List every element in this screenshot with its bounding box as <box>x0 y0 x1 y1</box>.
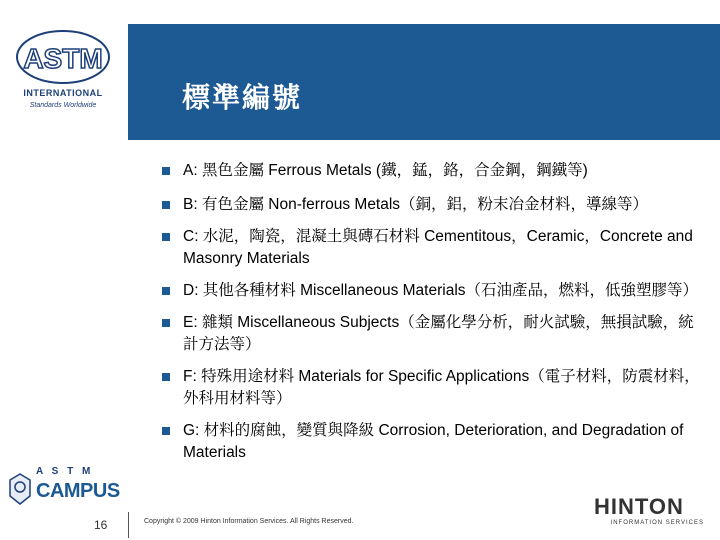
list-item-text: C: 水泥，陶瓷，混凝土與磚石材料 Cementitous，Ceramic，Concrete and Masonry Materials <box>183 228 693 267</box>
list-item <box>162 194 702 216</box>
list-item <box>162 280 702 302</box>
bullet-icon <box>162 319 170 327</box>
logo-intl-text: INTERNATIONAL <box>23 88 103 98</box>
list-item-text: E: 雜類 Miscellaneous Subjects（金屬化學分析，耐火試驗，無損試驗，統計方法等） <box>183 314 694 353</box>
list-item <box>162 160 702 182</box>
hinton-wordmark: HINTON <box>594 494 684 519</box>
bullet-icon <box>162 201 170 209</box>
campus-word: CAMPUS <box>36 480 120 502</box>
copyright-text: Copyright © 2009 Hinton Information Services. All Rights Reserved. <box>144 518 354 525</box>
page-title: 標準編號 <box>182 81 303 114</box>
page-number: 16 <box>94 518 108 532</box>
bullet-icon <box>162 427 170 435</box>
standards-list <box>162 160 702 464</box>
list-item-text: B: 有色金屬 Non-ferrous Metals（銅，鋁，粉末冶金材料，導線等） <box>183 196 649 213</box>
campus-letters: A S T M <box>36 466 94 477</box>
list-item-text: F: 特殊用途材料 Materials for Specific Applications（電子材料，防震材料，外科用材料等） <box>183 368 700 407</box>
hinton-logo <box>594 494 704 528</box>
footer-divider <box>128 512 129 538</box>
list-item <box>162 226 702 270</box>
header-top-strip <box>0 0 720 24</box>
logo-tagline: Standards Worldwide <box>29 102 97 109</box>
campus-emblem-icon <box>8 472 32 506</box>
bullet-icon <box>162 233 170 241</box>
logo-mark: ASTM <box>23 43 103 74</box>
hinton-subtitle: INFORMATION SERVICES <box>610 520 704 526</box>
bullet-icon <box>162 287 170 295</box>
list-item <box>162 366 702 410</box>
list-item <box>162 312 702 356</box>
list-item-text: A: 黑色金屬 Ferrous Metals (鐵，錳，鉻，合金鋼，鋼鐵等) <box>183 162 588 179</box>
list-item-text: D: 其他各種材料 Miscellaneous Materials（石油產品，燃料，低強塑膠等） <box>183 282 699 299</box>
list-item <box>162 420 702 464</box>
astm-campus-logo <box>8 466 124 510</box>
list-item-text: G: 材料的腐蝕，變質與降級 Corrosion, Deterioration, and Degradation of Materials <box>183 422 684 461</box>
bullet-icon <box>162 373 170 381</box>
bullet-icon <box>162 167 170 175</box>
astm-globe-icon <box>10 28 116 86</box>
